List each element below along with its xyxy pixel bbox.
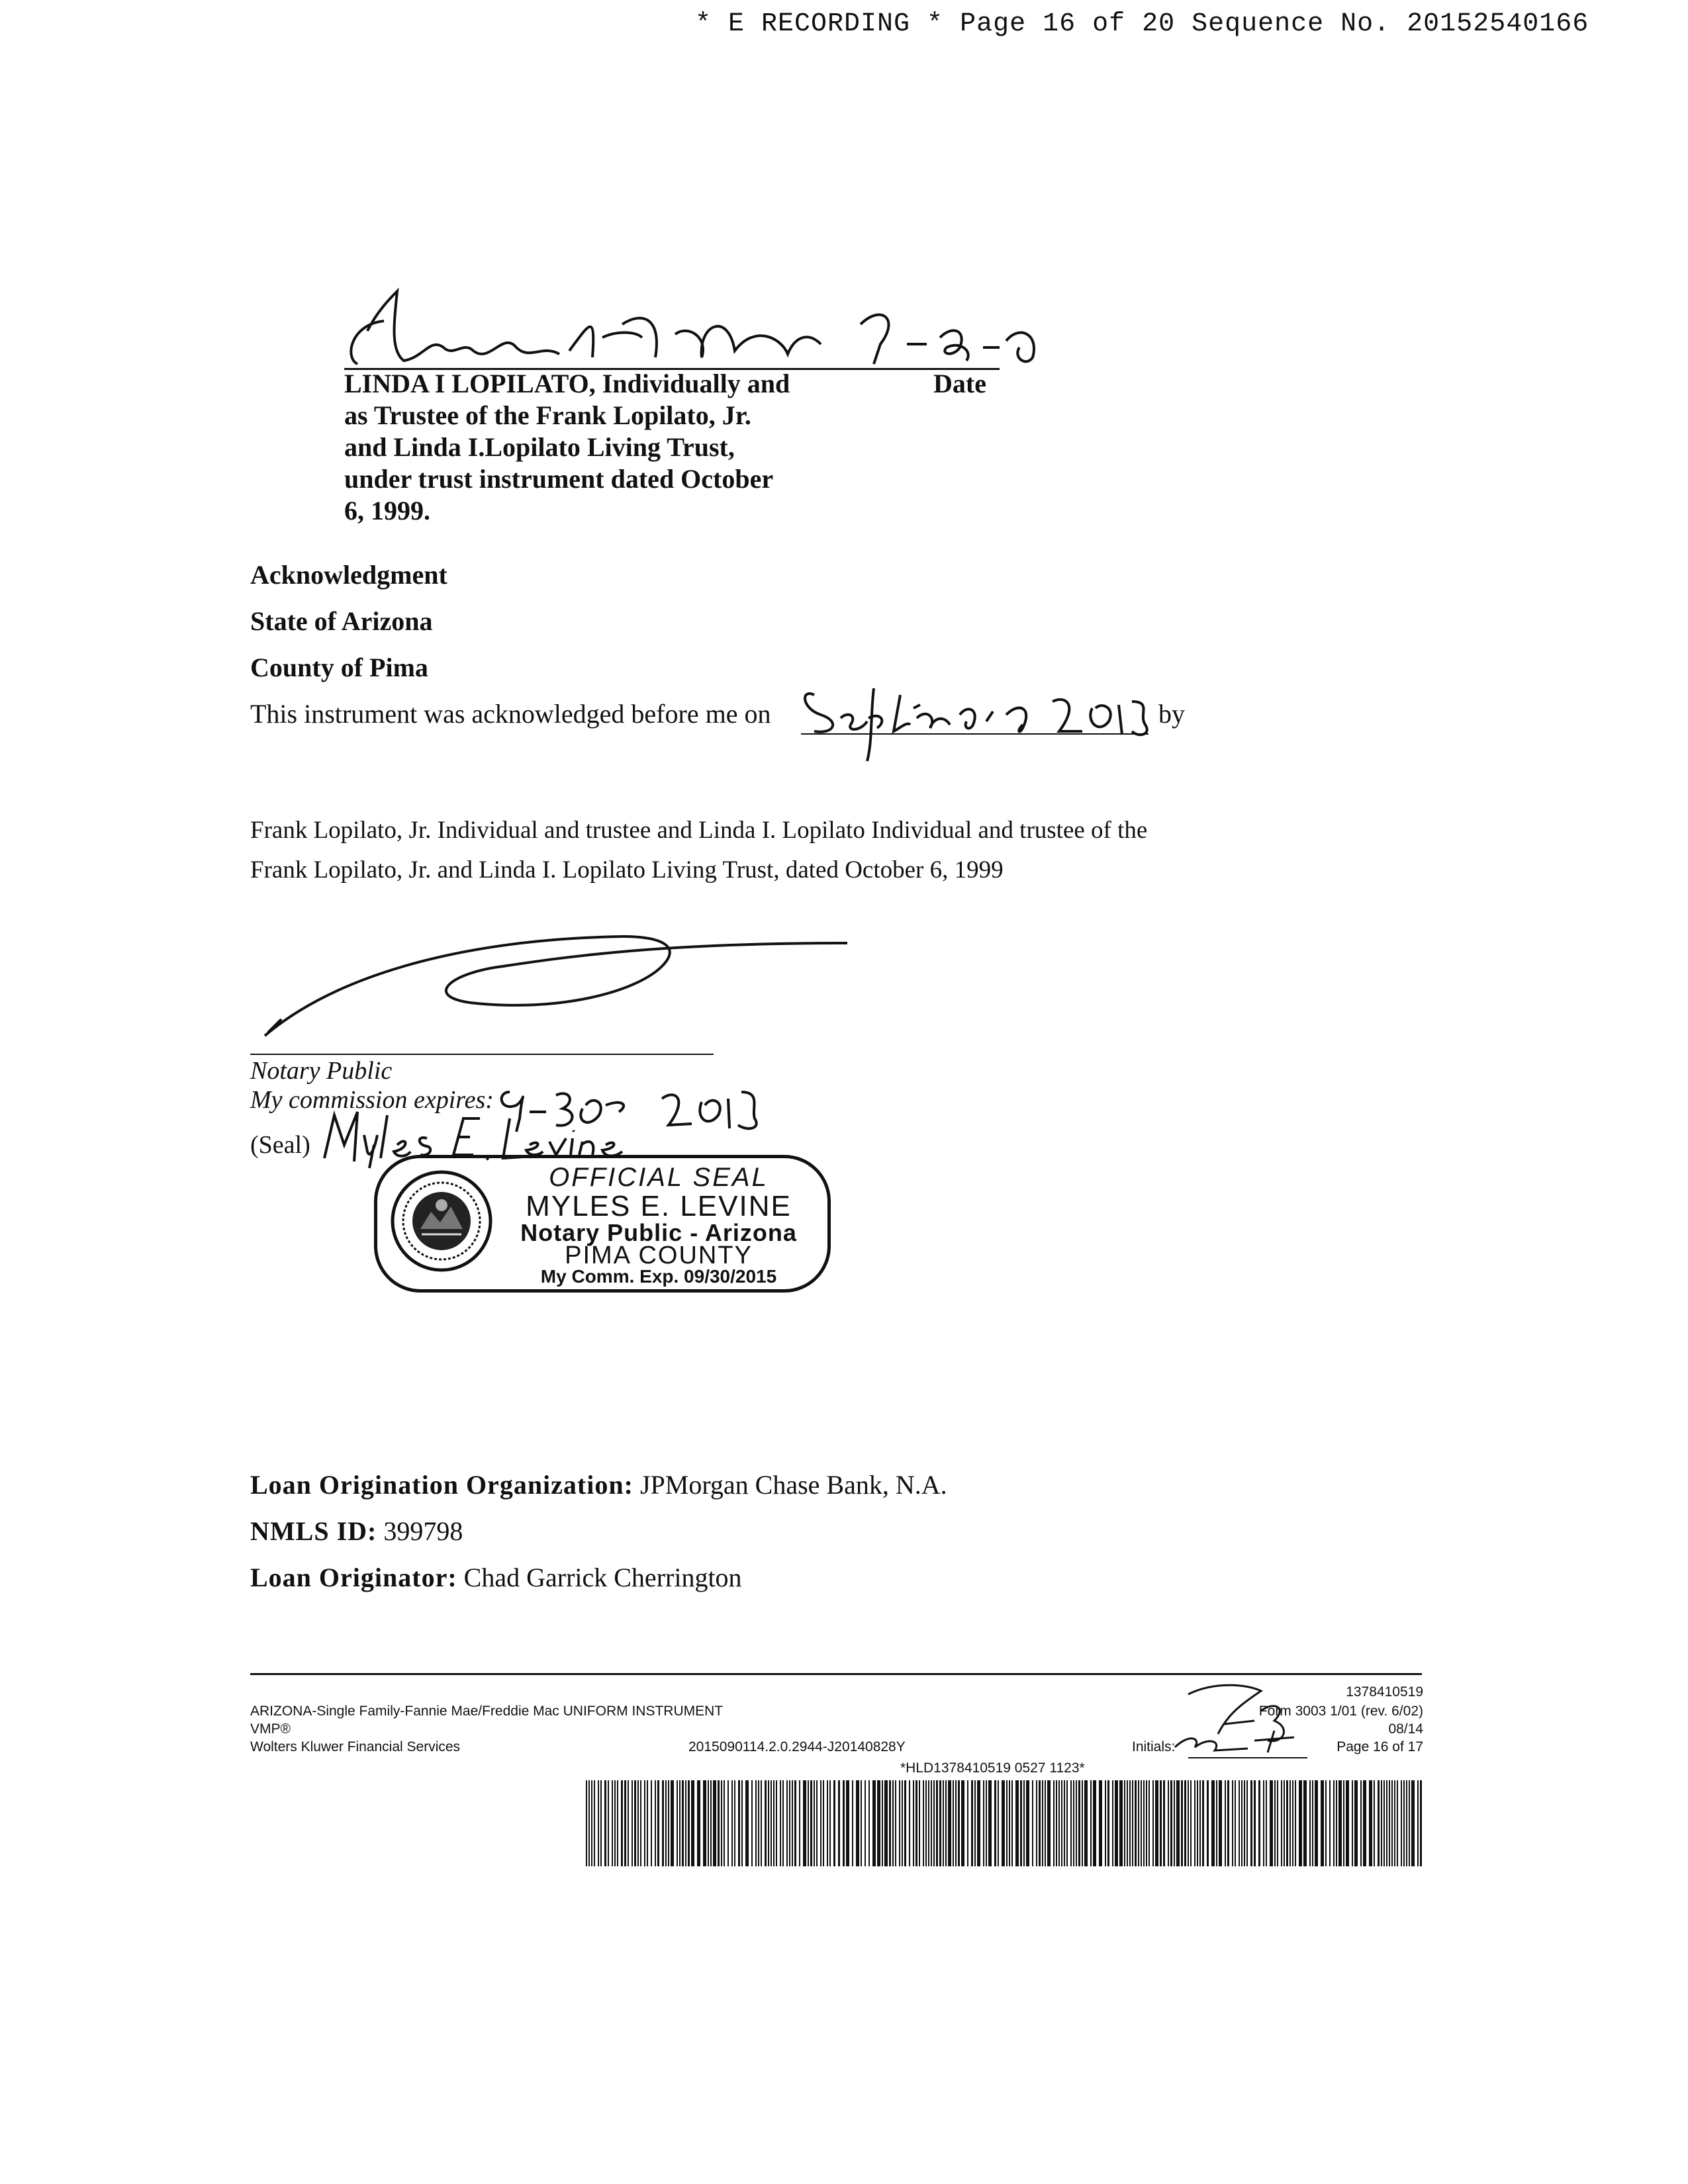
seal-county: PIMA COUNTY <box>565 1242 753 1269</box>
originator-label: Loan Originator: <box>250 1563 457 1592</box>
signer-line: as Trustee of the Frank Lopilato, Jr. <box>344 400 751 430</box>
signer-line: under trust instrument dated October <box>344 464 774 494</box>
signer-block <box>344 368 821 527</box>
date-label: Date <box>933 369 986 398</box>
acknowledgment-title: Acknowledgment <box>250 560 447 590</box>
footer-page-number: Page 16 of 17 <box>1336 1739 1423 1754</box>
notary-title: Notary Public <box>250 1057 393 1085</box>
notary-signature <box>252 920 880 1052</box>
footer-publisher: Wolters Kluwer Financial Services <box>250 1739 461 1754</box>
acknowledgment-sentence: This instrument was acknowledged before me on <box>250 699 771 729</box>
acknowledgment-parties <box>250 811 1243 890</box>
footer-form-title: ARIZONA-Single Family-Fannie Mae/Freddie Mac UNIFORM INSTRUMENT <box>250 1704 724 1719</box>
parties-line: Frank Lopilato, Jr. and Linda I. Lopilato Living Trust, dated October 6, 1999 <box>250 856 1004 884</box>
acknowledgment-state: State of Arizona <box>250 606 433 636</box>
official-seal-stamp <box>374 1155 831 1291</box>
footer-initials-label: Initials: <box>1132 1739 1176 1754</box>
seal-notary-name: MYLES E. LEVINE <box>526 1190 792 1222</box>
seal-title: OFFICIAL SEAL <box>549 1163 769 1192</box>
handwritten-ack-date <box>794 668 1165 768</box>
footer-loan-number: 1378410519 <box>1346 1684 1423 1700</box>
seal-expiration: My Comm. Exp. 09/30/2015 <box>540 1266 777 1287</box>
footer-vmp: VMP® <box>250 1721 291 1737</box>
loan-org-value: JPMorgan Chase Bank, N.A. <box>639 1470 947 1500</box>
acknowledgment-by: by <box>1158 699 1185 729</box>
loan-org-label: Loan Origination Organization: <box>250 1470 633 1500</box>
signer-line: 6, 1999. <box>344 496 430 525</box>
signer-line: and Linda I.Lopilato Living Trust, <box>344 432 735 462</box>
originator-value: Chad Garrick Cherrington <box>463 1563 742 1592</box>
acknowledgment-county: County of Pima <box>250 653 428 682</box>
barcode-icon <box>586 1780 1423 1866</box>
parties-line: Frank Lopilato, Jr. Individual and trustee and Linda I. Lopilato Individual and trustee of the <box>250 817 1148 844</box>
notary-commission-label: My commission expires: <box>250 1086 494 1114</box>
recording-header: * E RECORDING * Page 16 of 20 Sequence No. 20152540166 <box>695 9 1589 39</box>
notary-signature-line <box>250 1054 714 1055</box>
loan-origination-organization <box>250 1469 947 1500</box>
nmls-label: NMLS ID: <box>250 1516 377 1546</box>
signer-name-line: LINDA I LOPILATO, Individually and <box>344 369 790 398</box>
arizona-state-seal-icon <box>389 1168 494 1274</box>
loan-originator <box>250 1562 742 1593</box>
notary-seal-label: (Seal) <box>250 1131 310 1159</box>
footer-revision: 08/14 <box>1388 1721 1423 1737</box>
barcode-text: *HLD1378410519 0527 1123* <box>900 1760 1085 1776</box>
footer-document-reference: 2015090114.2.0.2944-J20140828Y <box>688 1739 906 1754</box>
seal-state: Notary Public - Arizona <box>520 1219 797 1246</box>
nmls-value: 399798 <box>383 1516 463 1546</box>
footer-form-number: Form 3003 1/01 (rev. 6/02) <box>1258 1704 1423 1719</box>
handwritten-initials <box>1162 1674 1314 1760</box>
nmls-id <box>250 1516 463 1547</box>
